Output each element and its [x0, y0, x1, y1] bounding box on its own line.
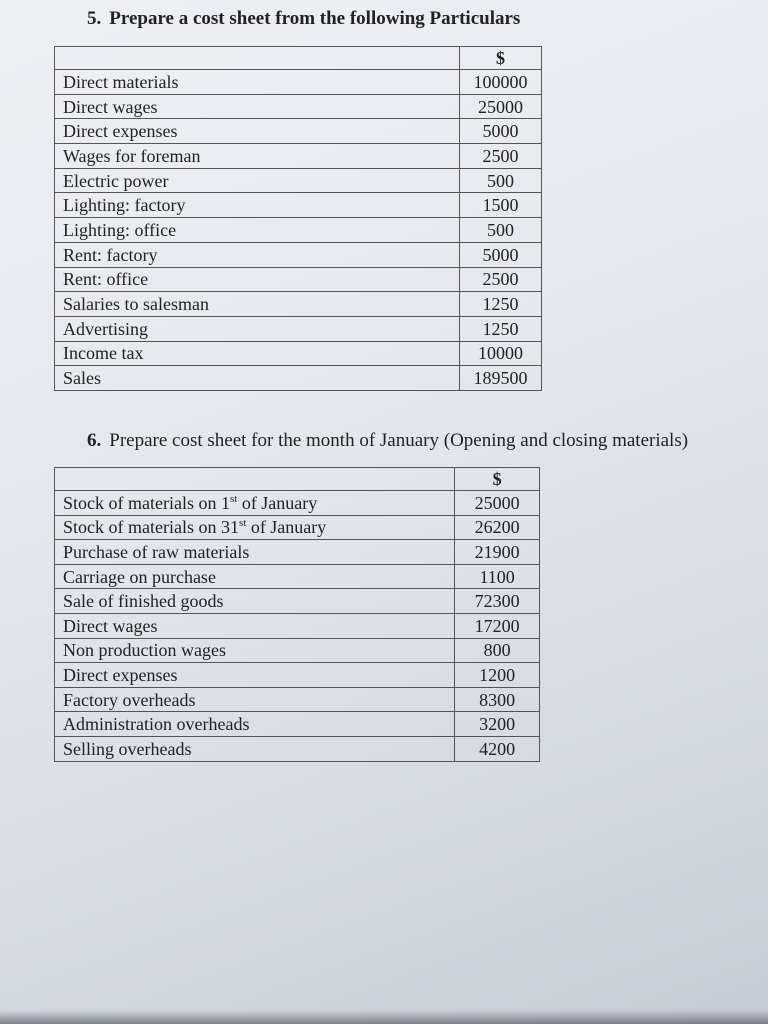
table-row — [55, 144, 542, 169]
question-5-heading — [87, 8, 520, 30]
table-row — [55, 94, 542, 119]
item-label: Purchase of raw materials — [55, 540, 455, 565]
item-label-text: Stock of materials on 1 — [63, 492, 230, 513]
question-6-table — [54, 467, 540, 762]
table-row — [55, 119, 542, 144]
page-bottom-shadow — [0, 1010, 768, 1024]
table-row — [55, 366, 542, 391]
table-row — [55, 564, 540, 589]
table-row — [55, 242, 542, 267]
item-amount: 3200 — [455, 712, 540, 737]
item-label: Direct materials — [55, 70, 460, 95]
item-label-text: of January — [237, 492, 318, 513]
item-amount: 1250 — [459, 292, 541, 317]
item-label: Direct expenses — [55, 663, 455, 688]
item-amount: 5000 — [459, 242, 541, 267]
table-row — [55, 638, 540, 663]
table-row — [55, 736, 540, 761]
ordinal-suffix: st — [229, 492, 238, 505]
item-label: Sale of finished goods — [55, 589, 455, 614]
question-5-title: Prepare a cost sheet from the following Particulars — [109, 8, 521, 29]
table-row — [55, 218, 542, 243]
currency-header: $ — [459, 47, 541, 70]
table-row — [55, 193, 542, 218]
item-amount: 1200 — [455, 663, 540, 688]
item-label: Electric power — [55, 168, 460, 193]
table-row — [55, 316, 542, 341]
item-amount: 26200 — [455, 515, 540, 540]
question-6-number: 6. — [87, 430, 102, 451]
table-row — [55, 70, 542, 95]
item-label: Factory overheads — [55, 687, 455, 712]
question-6-heading — [87, 430, 688, 452]
item-label: Income tax — [55, 341, 460, 366]
table-row — [55, 663, 540, 688]
item-label-text: of January — [246, 517, 327, 538]
item-amount: 21900 — [455, 540, 540, 565]
table-row — [55, 712, 540, 737]
table-row — [55, 341, 542, 366]
item-label: Rent: factory — [55, 242, 460, 267]
table-row — [55, 168, 542, 193]
item-amount: 1100 — [455, 564, 540, 589]
table-row — [55, 613, 540, 638]
item-amount: 2500 — [459, 144, 541, 169]
table-row — [55, 540, 540, 565]
table-row — [55, 515, 540, 540]
item-label: Salaries to salesman — [55, 292, 460, 317]
item-label — [55, 491, 455, 516]
table-header-row — [55, 47, 542, 70]
table-row — [55, 292, 542, 317]
question-5-table — [54, 46, 542, 391]
item-label: Advertising — [55, 316, 460, 341]
item-label: Administration overheads — [55, 712, 455, 737]
header-blank-cell — [55, 47, 460, 70]
item-amount: 25000 — [455, 491, 540, 516]
ordinal-suffix: st — [238, 517, 247, 530]
item-amount: 72300 — [455, 589, 540, 614]
item-amount: 8300 — [455, 687, 540, 712]
item-amount: 2500 — [459, 267, 541, 292]
table-row — [55, 491, 540, 516]
item-amount: 17200 — [455, 613, 540, 638]
item-label: Direct wages — [55, 94, 460, 119]
item-amount: 10000 — [459, 341, 541, 366]
item-amount: 5000 — [459, 119, 541, 144]
item-amount: 1500 — [459, 193, 541, 218]
item-amount: 800 — [455, 638, 540, 663]
item-label: Lighting: factory — [55, 193, 460, 218]
table-row — [55, 589, 540, 614]
item-amount: 25000 — [459, 94, 541, 119]
item-label: Wages for foreman — [55, 144, 460, 169]
table-row — [55, 267, 542, 292]
item-label: Direct wages — [55, 613, 455, 638]
question-5-number: 5. — [87, 8, 102, 29]
item-amount: 189500 — [459, 366, 541, 391]
item-amount: 500 — [459, 168, 541, 193]
item-label — [55, 515, 455, 540]
item-label: Non production wages — [55, 638, 455, 663]
item-label: Carriage on purchase — [55, 564, 455, 589]
table-row — [55, 687, 540, 712]
table-header-row — [55, 468, 540, 491]
item-label: Selling overheads — [55, 736, 455, 761]
item-label: Lighting: office — [55, 218, 460, 243]
item-label: Rent: office — [55, 267, 460, 292]
item-label-text: Stock of materials on 31 — [63, 517, 239, 538]
header-blank-cell — [55, 468, 455, 491]
currency-header: $ — [455, 468, 540, 491]
item-amount: 4200 — [455, 736, 540, 761]
item-amount: 500 — [459, 218, 541, 243]
question-6-title: Prepare cost sheet for the month of January (Opening and closing materials) — [109, 430, 689, 451]
item-amount: 100000 — [459, 70, 541, 95]
item-label: Sales — [55, 366, 460, 391]
item-amount: 1250 — [459, 316, 541, 341]
item-label: Direct expenses — [55, 119, 460, 144]
